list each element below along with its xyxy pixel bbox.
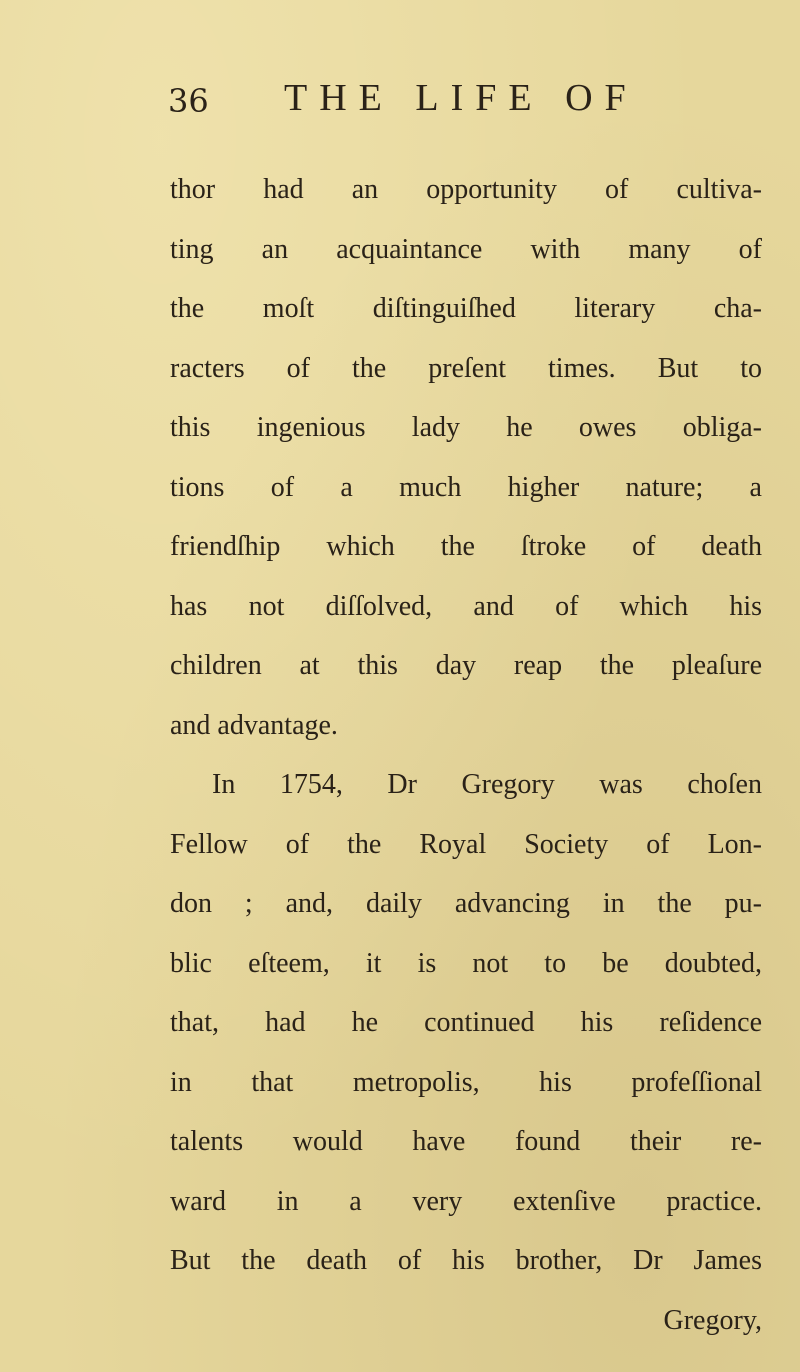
text-line: In 1754, Dr Gregory was choſen [212,769,762,800]
text-line: that, had he continued his reſidence [170,1007,762,1038]
running-head [168,74,768,130]
text-line: tions of a much higher nature; a [170,471,762,503]
running-title: THE LIFE OF [284,77,638,119]
text-line: ward in a very extenſive practice. [170,1185,762,1217]
text-line: thor had an opportunity of cultiva- [170,174,762,205]
text-line: the moſt diſtinguiſhed literary cha- [170,293,762,324]
text-line: talents would have found their re- [170,1126,762,1157]
text-line: children at this day reap the pleaſure [170,650,762,681]
text-line: friendſhip which the ſtroke of death [170,531,762,562]
text-line: But the death of his brother, Dr James [170,1245,762,1276]
text-line: has not diſſolved, and of which his [170,590,762,622]
text-line: and advantage. [170,709,338,741]
catchword: Gregory, [663,1304,762,1336]
text-line: ting an acquaintance with many of [170,233,762,265]
text-line: this ingenious lady he owes obliga- [170,412,762,443]
text-line: racters of the preſent times. But to [170,352,762,384]
text-line: don ; and, daily advancing in the pu- [170,888,762,919]
body-text [170,160,762,1350]
text-line: blic eſteem, it is not to be doubted, [170,947,762,979]
text-line: in that metropolis, his profeſſional [170,1066,762,1098]
text-line: Fellow of the Royal Society of Lon- [170,828,762,860]
page-number: 36 [168,82,209,120]
